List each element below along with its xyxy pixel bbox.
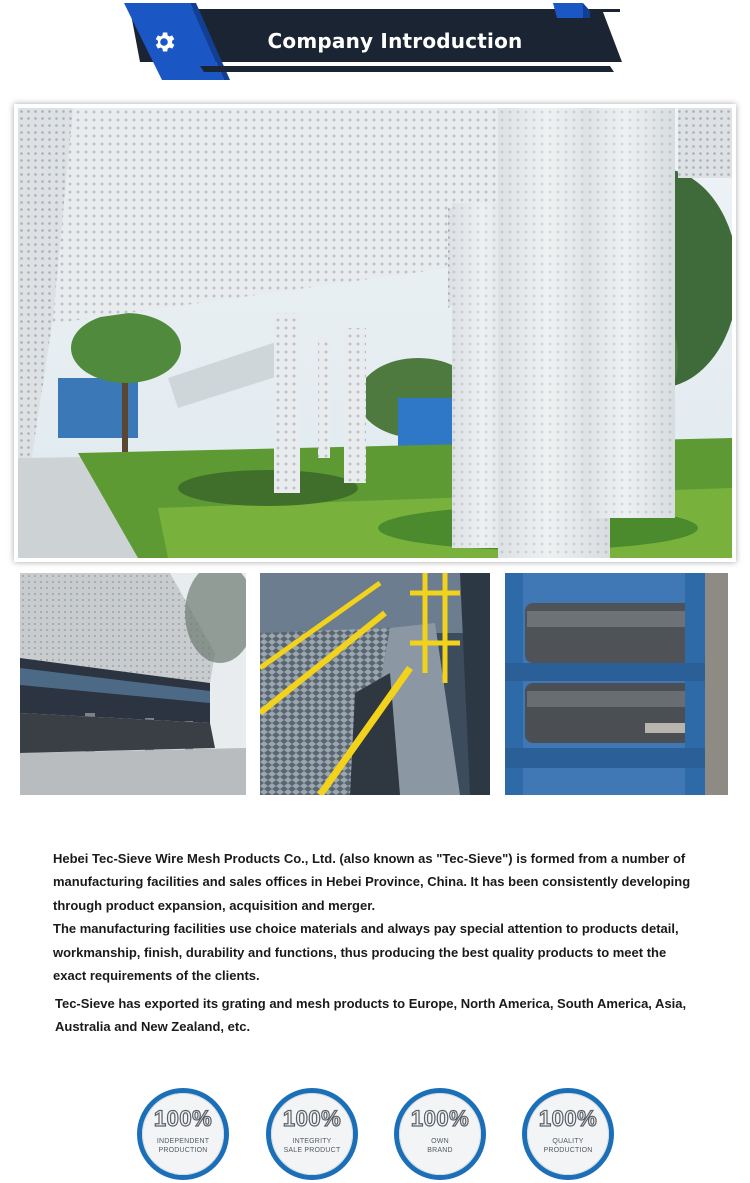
thumbnail-machine <box>505 573 728 795</box>
badge-percent: 100% <box>410 1106 470 1131</box>
thumbnail-facade <box>20 573 246 795</box>
badge-quality-production <box>522 1088 614 1180</box>
badge-line-1: QUALITY <box>552 1138 584 1145</box>
industrial-machine-photo <box>505 573 728 795</box>
badge-integrity-sale-product <box>266 1088 358 1180</box>
hero-photo-frame <box>14 104 736 562</box>
intro-paragraph-1: Hebei Tec-Sieve Wire Mesh Products Co., Ltd. (also known as "Tec-Sieve") is formed from a number of manufacturing facilities and sales offices in Hebei Province, China. It has been consistently developing through product expansion, acquisition and merger. <box>53 851 691 913</box>
badge-percent: 100% <box>153 1106 213 1131</box>
badge-percent: 100% <box>538 1106 598 1131</box>
thumbnail-walkway <box>260 573 490 795</box>
export-text <box>55 992 705 1039</box>
badge-line-2: PRODUCTION <box>158 1147 208 1154</box>
export-paragraph: Tec-Sieve has exported its grating and mesh products to Europe, North America, South America, Asia, Australia and New Zealand, etc. <box>55 996 687 1035</box>
hero-photo <box>18 108 732 558</box>
badge-line-1: OWN <box>431 1138 449 1145</box>
page-title: Company Introduction <box>267 29 523 53</box>
badge-line-2: PRODUCTION <box>543 1147 593 1154</box>
grating-walkway-photo <box>260 573 490 795</box>
badge-own-brand <box>394 1088 486 1180</box>
badge-line-2: SALE PRODUCT <box>283 1147 341 1154</box>
section-banner <box>0 0 750 90</box>
gear-icon <box>151 29 177 55</box>
intro-paragraph-2: The manufacturing facilities use choice materials and always pay special attention to products detail, workmanship, finish, durability and functions, thus producing the best quality products to meet the exact requirements of the clients. <box>53 921 679 984</box>
badge-independent-production <box>137 1088 229 1180</box>
badge-line-2: BRAND <box>427 1147 453 1154</box>
badge-percent: 100% <box>282 1106 342 1131</box>
intro-text <box>53 847 703 987</box>
facade-building-photo <box>20 573 246 795</box>
badge-line-1: INDEPENDENT <box>156 1138 210 1145</box>
badge-line-1: INTEGRITY <box>292 1138 332 1145</box>
